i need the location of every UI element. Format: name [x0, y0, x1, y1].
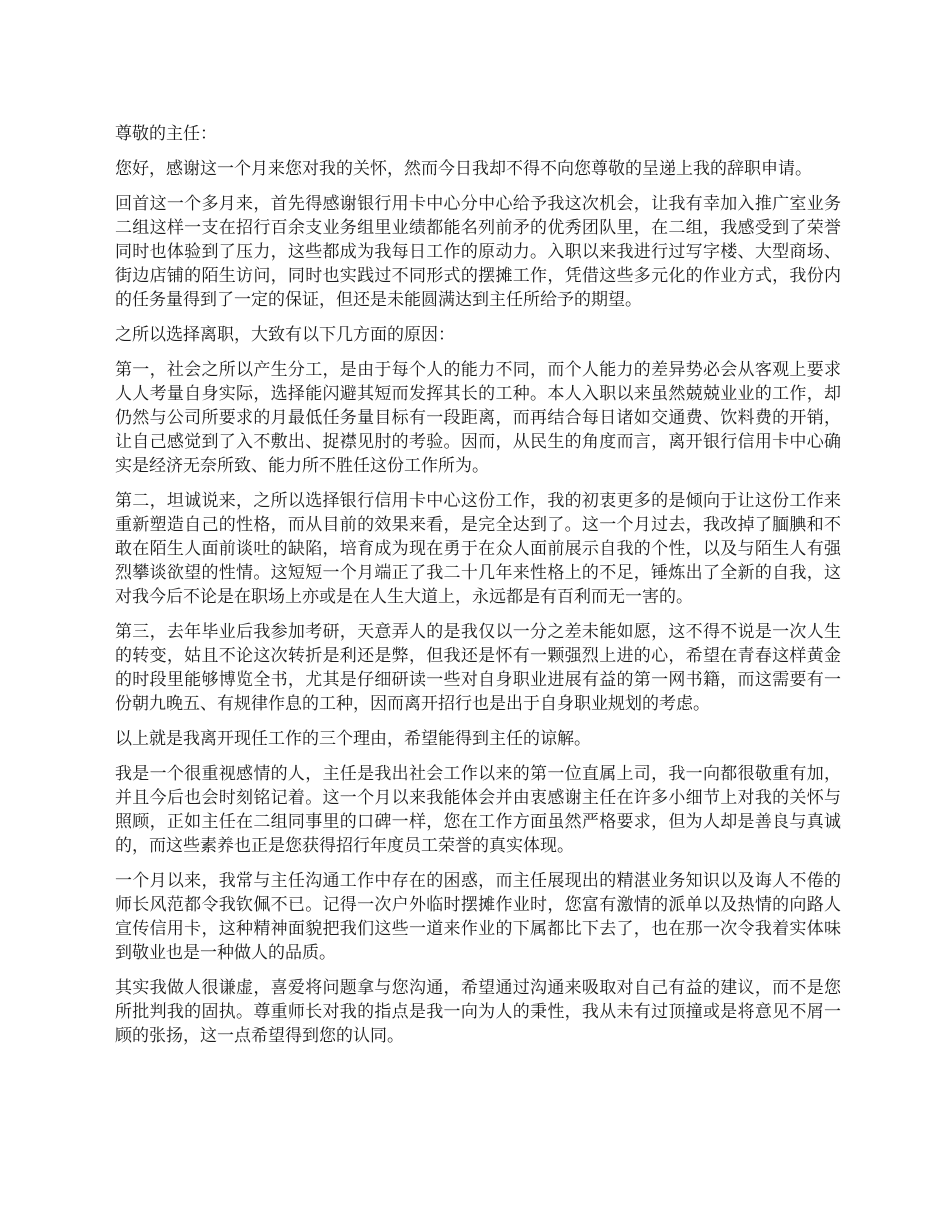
paragraph: 我是一个很重视感情的人，主任是我出社会工作以来的第一位直属上司，我一向都很敬重有加，并且今后也会时刻铭记着。这一个月以来我能体会并由衷感谢主任在许多小细节上对我的关怀与照顾，正如主任在二组同事里的口碑一样，您在工作方面虽然严格要求，但为人却是善良与真诚的，而这些素养也正是您获得招行年度员工荣誉的真实体现。 [115, 764, 841, 856]
paragraph: 以上就是我离开现任工作的三个理由，希望能得到主任的谅解。 [115, 729, 591, 749]
paragraph: 一个月以来，我常与主任沟通工作中存在的困惑，而主任展现出的精湛业务知识以及诲人不倦的师长风范都令我钦佩不已。记得一次户外临时摆摊作业时，您富有激情的派单以及热情的向路人宣传信用卡，这种精神面貌把我们这些一道来作业的下属都比下去了，也在那一次令我着实体味到敬业也是一种做人的品质。 [115, 871, 841, 963]
paragraph: 第二，坦诚说来，之所以选择银行信用卡中心这份工作，我的初衷更多的是倾向于让这份工作来重新塑造自己的性格，而从目前的效果来看，是完全达到了。这一个月过去，我改掉了腼腆和不敢在陌生人面前谈吐的缺陷，培育成为现在勇于在众人面前展示自我的个性，以及与陌生人有强烈攀谈欲望的性情。这短短一个月端正了我二十几年来性格上的不足，锤炼出了全新的自我，这对我今后不论是在职场上亦或是在人生大道上，永远都是有百利而无一害的。 [115, 491, 841, 607]
paragraph: 您好，感谢这一个月来您对我的关怀，然而今日我却不得不向您尊敬的呈递上我的辞职申请。 [115, 159, 812, 179]
paragraph: 其实我做人很谦虚，喜爱将问题拿与您沟通，希望通过沟通来吸取对自己有益的建议，而不是您所批判我的固执。尊重师长对我的指点是我一向为人的秉性，我从未有过顶撞或是将意见不屑一顾的张扬，这一点希望得到您的认同。 [115, 978, 841, 1046]
paragraph: 第三，去年毕业后我参加考研，天意弄人的是我仅以一分之差未能如愿，这不得不说是一次人生的转变，姑且不论这次转折是利还是弊，但我还是怀有一颗强烈上进的心，希望在青春这样黄金的时段里能够博览全书，尤其是仔细研读一些对自身职业进展有益的第一网书籍，而这需要有一份朝九晚五、有规律作息的工种，因而离开招行也是出于自身职业规划的考虑。 [115, 622, 841, 714]
paragraph: 第一，社会之所以产生分工，是由于每个人的能力不同，而个人能力的差异势必会从客观上要求人人考量自身实际，选择能闪避其短而发挥其长的工种。本人入职以来虽然兢兢业业的工作，却仍然与公司所要求的月最低任务量目标有一段距离，而再结合每日诸如交通费、饮料费的开销，让自己感觉到了入不敷出、捉襟见肘的考验。因而，从民生的角度而言，离开银行信用卡中心确实是经济无奈所致、能力所不胜任这份工作所为。 [115, 360, 841, 476]
letter-body [115, 122, 841, 1059]
paragraph: 回首这一个多月来，首先得感谢银行用卡中心分中心给予我这次机会，让我有幸加入推广室业务二组这样一支在招行百余支业务组里业绩都能名列前矛的优秀团队里，在二组，我感受到了荣誉同时也体验到了压力，这些都成为我每日工作的原动力。入职以来我进行过写字楼、大型商场、街边店铺的陌生访问，同时也实践过不同形式的摆摊工作，凭借这些多元化的作业方式，我份内的任务量得到了一定的保证，但还是未能圆满达到主任所给予的期望。 [115, 194, 841, 310]
paragraph: 之所以选择离职，大致有以下几方面的原因： [115, 325, 455, 345]
salutation: 尊敬的主任： [115, 124, 217, 144]
